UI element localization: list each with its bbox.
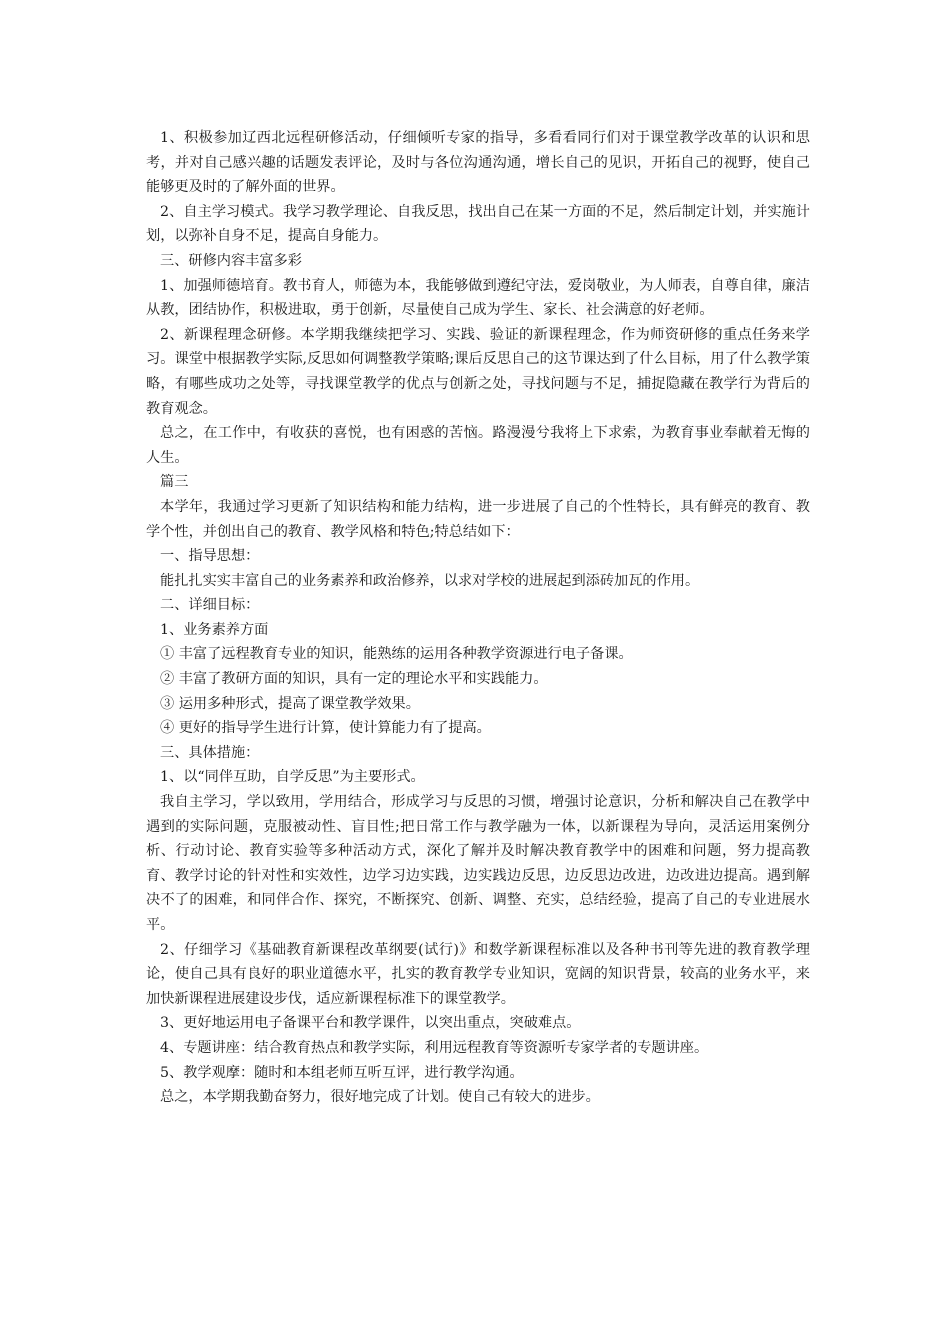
paragraph-19: 我自主学习，学以致用，学用结合，形成学习与反思的习惯，增强讨论意识，分析和解决自己在教学中遇到的实际问题，克服被动性、盲目性;把日常工作与教学融为一体，以新课程为导向，灵活运用案例分析、行动讨论、教育实验等多种活动方式，深化了解并及时解决教育教学中的困难和问题，努力提高教育、教学讨论的针对性和实效性，边学习边实践，边实践边反思，边反思边改进，边改进边提高。遇到解决不了的困难，和同伴合作、探究，不断探究、创新、调整、充实，总结经验，提高了自己的专业进展水平。 (146, 794, 810, 933)
section-heading-3: 三、研修内容丰富多彩 (160, 252, 302, 269)
paragraph-22: 4、专题讲座：结合教育热点和教学实际，利用远程教育等资源听专家学者的专题讲座。 (160, 1039, 709, 1056)
paragraph-5: 2、新课程理念研修。本学期我继续把学习、实践、验证的新课程理念，作为师资研修的重点任务来学习。课堂中根据教学实际,反思如何调整教学策略;课后反思自己的这节课达到了什么目标，用了什么教学策略，有哪些成功之处等，寻找课堂教学的优点与创新之处，寻找问题与不足，捕捉隐藏在教学行为背后的教育观念。 (146, 326, 810, 417)
paragraph-23: 5、教学观摩：随时和本组老师互听互评，进行教学沟通。 (160, 1064, 524, 1081)
paragraph-21: 3、更好地运用电子备课平台和教学课件，以突出重点，突破难点。 (160, 1015, 581, 1032)
paragraph-10: 能扎扎实实丰富自己的业务素养和政治修养，以求对学校的进展起到添砖加瓦的作用。 (160, 572, 700, 589)
document-page (146, 126, 810, 1110)
subheading-quality: 1、业务素养方面 (160, 621, 269, 638)
section-heading-goals: 二、详细目标： (160, 597, 260, 614)
part-heading: 篇三 (160, 474, 189, 491)
section-heading-guiding: 一、指导思想： (160, 548, 260, 565)
paragraph-4: 1、加强师德培育。教书育人，师德为本，我能够做到遵纪守法，爱岗敬业，为人师表，自尊自律，廉洁从教，团结协作，积极进取，勇于创新，尽量使自己成为学生、家长、社会满意的好老师。 (146, 277, 810, 319)
paragraph-20: 2、仔细学习《基础教育新课程改革纲要(试行)》和数学新课程标准以及各种书刊等先进的教育教学理论，使自己具有良好的职业道德水平，扎实的教育教学专业知识，宽阔的知识背景，较高的业务水平，来加快新课程进展建设步伐，适应新课程标准下的课堂教学。 (146, 941, 810, 1007)
paragraph-8: 本学年，我通过学习更新了知识结构和能力结构，进一步进展了自己的个性特长，具有鲜亮的教育、教学个性，并创出自己的教育、教学风格和特色;特总结如下： (146, 498, 810, 540)
section-heading-measures: 三、具体措施： (160, 744, 260, 761)
paragraph-6: 总之，在工作中，有收获的喜悦，也有困惑的苦恼。路漫漫兮我将上下求索，为教育事业奉献着无悔的人生。 (146, 425, 810, 466)
paragraph-18: 1、以“同伴互助，自学反思”为主要形式。 (160, 769, 425, 786)
list-item-1: ① 丰富了远程教育专业的知识，能熟练的运用各种教学资源进行电子备课。 (160, 646, 633, 663)
paragraph-24: 总之，本学期我勤奋努力，很好地完成了计划。使自己有较大的进步。 (160, 1089, 600, 1106)
list-item-2: ② 丰富了教研方面的知识，具有一定的理论水平和实践能力。 (160, 671, 548, 688)
paragraph-1: 1、积极参加辽西北远程研修活动，仔细倾听专家的指导，多看看同行们对于课堂教学改革的认识和思考，并对自己感兴趣的话题发表评论，及时与各位沟通沟通，增长自己的见识，开拓自己的视野，使自己能够更及时的了解外面的世界。 (146, 130, 810, 196)
list-item-4: ④ 更好的指导学生进行计算，使计算能力有了提高。 (160, 720, 491, 737)
paragraph-2: 2、自主学习模式。我学习教学理论、自我反思，找出自己在某一方面的不足，然后制定计划，并实施计划，以弥补自身不足，提高自身能力。 (146, 203, 810, 245)
list-item-3: ③ 运用多种形式，提高了课堂教学效果。 (160, 695, 420, 712)
